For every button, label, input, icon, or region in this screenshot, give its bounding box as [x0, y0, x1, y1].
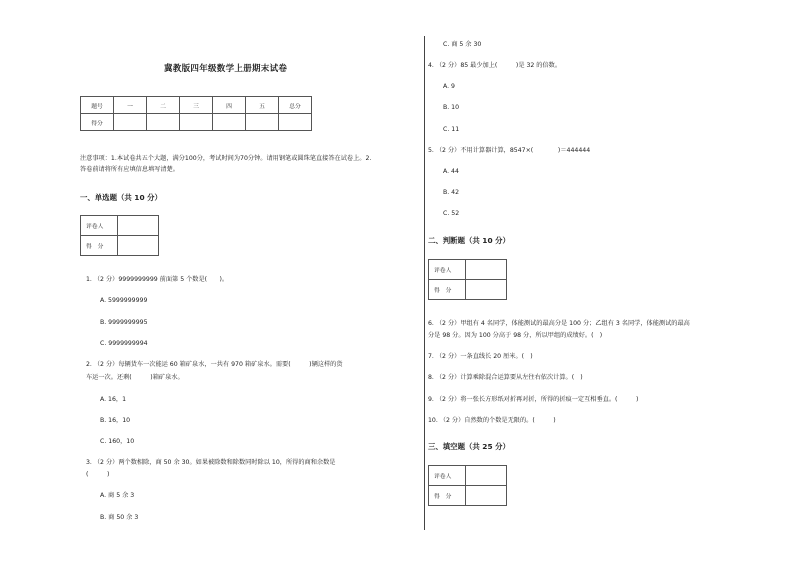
reviewer-label: 评卷人: [81, 216, 118, 236]
q5-option-a[interactable]: A. 44: [443, 168, 459, 175]
score-table-header: 二: [147, 97, 180, 114]
section-heading-single-choice: 一、单选题（共 10 分）: [80, 193, 162, 202]
score-table-header-row: [81, 97, 312, 114]
score-table-score-row: [81, 114, 312, 131]
score-table-header: 题号: [81, 97, 114, 114]
score-cell[interactable]: [118, 236, 159, 256]
question-9: 9. （2 分）将一张长方形纸对折再对折，所得的折痕一定互相垂直。( ): [428, 396, 639, 403]
score-label: 得 分: [429, 280, 466, 300]
score-label: 得 分: [429, 486, 466, 506]
question-3-line-2: ( ): [86, 471, 110, 478]
notice-line-2: 答卷前请将所有应填信息填写清楚。: [80, 166, 179, 173]
notice-line-1: 注意事项：1.本试卷共五个大题，满分100分，考试时间为70分钟。请用钢笔或圆珠笔直接答在试卷上。2.: [80, 155, 372, 162]
reviewer-box-1: [80, 215, 159, 256]
score-table-header: 四: [213, 97, 246, 114]
question-4: 4. （2 分）85 最少加上( )是 32 的倍数。: [428, 62, 562, 69]
reviewer-label: 评卷人: [429, 260, 466, 280]
score-cell[interactable]: [180, 114, 213, 131]
question-2-line-2: 车运一次。还剩( )箱矿泉水。: [86, 374, 184, 381]
reviewer-cell[interactable]: [118, 216, 159, 236]
q1-option-b[interactable]: B. 9999999995: [100, 319, 148, 326]
q2-option-a[interactable]: A. 16，1: [100, 396, 127, 403]
score-cell[interactable]: [213, 114, 246, 131]
score-table: [80, 96, 312, 131]
q4-option-a[interactable]: A. 9: [443, 83, 455, 90]
score-table-header: 一: [114, 97, 147, 114]
question-6-line-2: 分是 98 分。因为 100 分高于 98 分，所以甲组的成绩好。( ): [428, 332, 603, 339]
q2-option-c[interactable]: C. 160，10: [100, 438, 135, 445]
q3-option-b[interactable]: B. 商 50 余 3: [100, 514, 139, 521]
q1-option-a[interactable]: A. 5999999999: [100, 297, 148, 304]
score-cell[interactable]: [246, 114, 279, 131]
score-cell[interactable]: [466, 486, 507, 506]
q5-option-c[interactable]: C. 52: [443, 210, 460, 217]
score-label: 得 分: [81, 236, 118, 256]
q2-option-b[interactable]: B. 16，10: [100, 417, 131, 424]
score-cell[interactable]: [114, 114, 147, 131]
q4-option-b[interactable]: B. 10: [443, 104, 460, 111]
section-heading-fill-in: 三、填空题（共 25 分）: [428, 442, 510, 451]
reviewer-cell[interactable]: [466, 260, 507, 280]
question-7: 7. （2 分）一条直线长 20 厘米。( ): [428, 353, 533, 360]
question-3-line-1: 3. （2 分）两个数相除，商 50 余 30。如果被除数和除数同时除以 10，所得的商和余数是: [86, 459, 336, 466]
q3-option-c[interactable]: C. 商 5 余 30: [443, 41, 482, 48]
question-6-line-1: 6. （2 分）甲组有 4 名同学，体能测试的最高分是 100 分；乙组有 3 名同学，体能测试的最高: [428, 320, 690, 327]
exam-title: 冀教版四年级数学上册期末试卷: [164, 64, 288, 74]
score-table-header: 总分: [279, 97, 312, 114]
column-divider: [424, 36, 425, 530]
question-8: 8. （2 分）计算乘除混合运算要从左往右依次计算。( ): [428, 374, 583, 381]
q1-option-c[interactable]: C. 9999999994: [100, 340, 148, 347]
score-table-header: 五: [246, 97, 279, 114]
q3-option-a[interactable]: A. 商 5 余 3: [100, 492, 135, 499]
score-cell[interactable]: [466, 280, 507, 300]
question-2-line-1: 2. （2 分）每辆货车一次能运 60 箱矿泉水，一共有 970 箱矿泉水。需要( )辆这样的货: [86, 361, 343, 368]
question-5: 5. （2 分）不用计算器计算，8547×( )＝444444: [428, 147, 591, 154]
section-heading-true-false: 二、判断题（共 10 分）: [428, 236, 510, 245]
score-table-row-label: 得分: [81, 114, 114, 131]
score-cell[interactable]: [279, 114, 312, 131]
q4-option-c[interactable]: C. 11: [443, 126, 460, 133]
reviewer-box-2: [428, 259, 507, 300]
question-10: 10. （2 分）自然数的个数是无限的。( ): [428, 417, 556, 424]
reviewer-box-3: [428, 465, 507, 506]
score-table-header: 三: [180, 97, 213, 114]
question-1: 1. （2 分）9999999999 前面第 5 个数是( )。: [86, 276, 229, 283]
reviewer-label: 评卷人: [429, 466, 466, 486]
q5-option-b[interactable]: B. 42: [443, 189, 460, 196]
score-cell[interactable]: [147, 114, 180, 131]
reviewer-cell[interactable]: [466, 466, 507, 486]
